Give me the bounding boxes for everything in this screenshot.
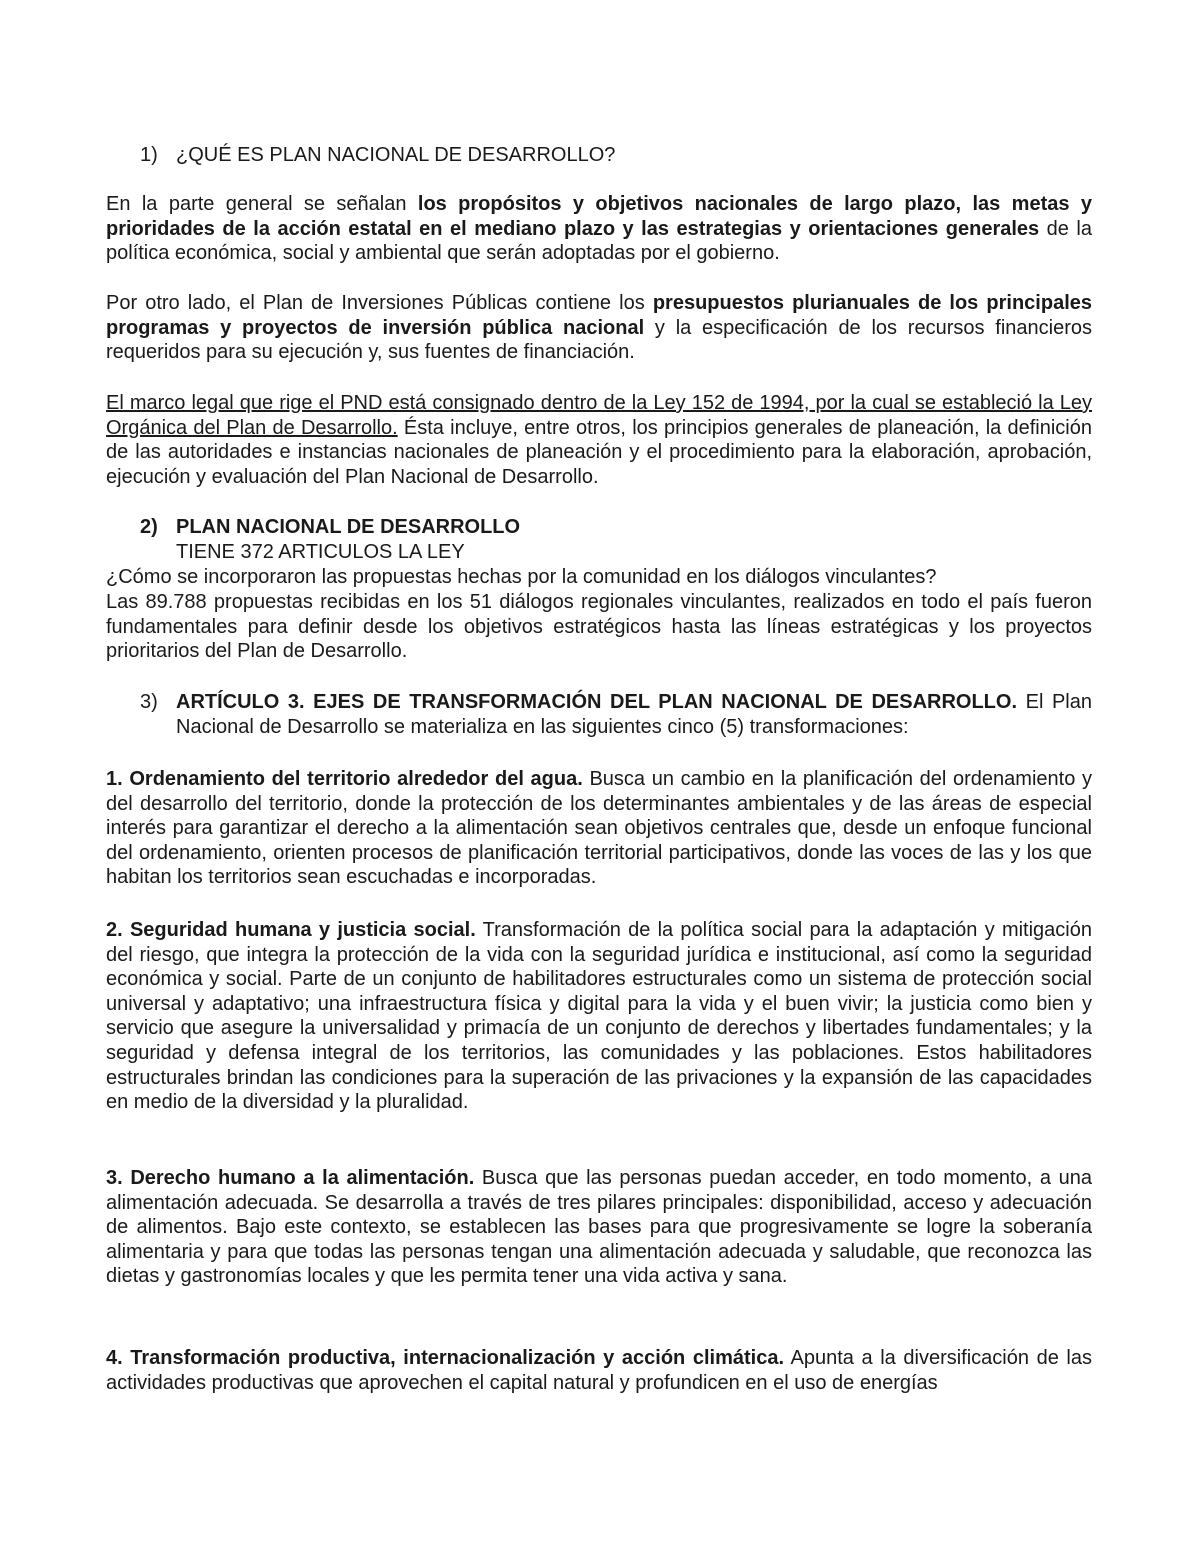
section-3-intro: ARTÍCULO 3. EJES DE TRANSFORMACIÓN DEL PLAN NACIONAL DE DESARROLLO. El Plan Nacional de Desarrollo se materializa en las siguientes cinco (5) transformaciones: — [176, 691, 1092, 738]
section-3-heading — [0, 690, 1200, 740]
paragraph-general-part: En la parte general se señalan los propósitos y objetivos nacionales de largo plazo, las metas y prioridades de la acción estatal en el mediano plazo y las estrategias y orientaciones generales de la política económica, social y ambiental que serán adoptadas por el gobierno. — [106, 193, 1093, 265]
section-1-title: ¿QUÉ ES PLAN NACIONAL DE DESARROLLO? — [176, 144, 616, 166]
list-item-title: 4. Transformación productiva, internacionalización y acción climática. — [106, 1347, 785, 1369]
underlined-phrase: El marco legal que rige el PND está consignado dentro de la Ley 152 de 1994, por la cual se estableció la Ley Orgánica del Plan de Desarrollo. — [106, 392, 1092, 439]
section-2-subheading: TIENE 372 ARTICULOS LA LEY — [176, 541, 465, 563]
paragraph-investment-plan: Por otro lado, el Plan de Inversiones Públicas contiene los presupuestos plurianuales de los principales programas y proyectos de inversión pública nacional y la especificación de los recursos financieros requeridos para su ejecución y, sus fuentes de financiación. — [106, 292, 1093, 364]
bold-phrase: los propósitos y objetivos nacionales de largo plazo, las metas y prioridades de la acción estatal en el mediano plazo y las estrategias y orientaciones generales — [106, 193, 1093, 240]
section-1-number: 1) — [140, 144, 158, 166]
section-2-answer: Las 89.788 propuestas recibidas en los 51 diálogos regionales vinculantes, realizados en todo el país fueron fundamentales para definir desde los objetivos estratégicos hasta las líneas estratégicas y los proyectos prioritarios del Plan de Desarrollo. — [106, 591, 1092, 663]
bold-phrase: presupuestos plurianuales de los principales programas y proyectos de inversión pública nacional — [106, 292, 1093, 339]
section-2-question: ¿Cómo se incorporaron las propuestas hechas por la comunidad en los diálogos vinculantes? — [106, 566, 937, 588]
list-item-2: 2. Seguridad humana y justicia social. Transformación de la política social para la adaptación y mitigación del riesgo, que integra la protección de la vida con la seguridad jurídica e institucional, así como la seguridad económica y social. Parte de un conjunto de habilitadores estructurales como un sistema de protección social universal y adaptativo; una infraestructura física y digital para la vida y el buen vivir; la justicia como bien y servicio que asegure la universalidad y primacía de un conjunto de derechos y libertades fundamentales; y la seguridad y defensa integral de los territorios, las comunidades y las poblaciones. Estos habilitadores estructurales brindan las condiciones para la superación de las privaciones y la expansión de las capacidades en medio de la diversidad y la pluralidad. — [106, 919, 1092, 1114]
paragraph-legal-framework: El marco legal que rige el PND está consignado dentro de la Ley 152 de 1994, por la cual se estableció la Ley Orgánica del Plan de Desarrollo. Ésta incluye, entre otros, los principios generales de planeación, la definición de las autoridades e instancias nacionales de planeación y el procedimiento para la elaboración, aprobación, ejecución y evaluación del Plan Nacional de Desarrollo. — [106, 392, 1092, 488]
section-2-number: 2) — [140, 516, 158, 538]
section-3-number: 3) — [140, 691, 158, 713]
section-2-title: PLAN NACIONAL DE DESARROLLO — [176, 516, 521, 538]
list-item-4: 4. Transformación productiva, internacionalización y acción climática. Apunta a la diversificación de las actividades productivas que aprovechen el capital natural y profundicen en el uso de energías — [106, 1347, 1092, 1394]
article-title: ARTÍCULO 3. EJES DE TRANSFORMACIÓN DEL PLAN NACIONAL DE DESARROLLO. — [176, 691, 1018, 713]
list-item-1: 1. Ordenamiento del territorio alrededor del agua. Busca un cambio en la planificación del ordenamiento y del desarrollo del territorio, donde la protección de los determinantes ambientales y de las áreas de especial interés para garantizar el derecho a la alimentación sean objetivos centrales que, desde un enfoque funcional del ordenamiento, orienten procesos de planificación territorial participativos, donde las voces de las y los que habitan los territorios sean escuchadas e incorporadas. — [106, 768, 1092, 889]
list-item-title: 1. Ordenamiento del territorio alrededor del agua. — [106, 768, 583, 790]
list-item-title: 2. Seguridad humana y justicia social. — [106, 919, 476, 941]
list-item-title: 3. Derecho humano a la alimentación. — [106, 1167, 475, 1189]
list-item-3: 3. Derecho humano a la alimentación. Busca que las personas puedan acceder, en todo momento, a una alimentación adecuada. Se desarrolla a través de tres pilares principales: disponibilidad, acceso y adecuación de alimentos. Bajo este contexto, se establecen las bases para que progresivamente se logre la soberanía alimentaria y para que todas las personas tengan una alimentación adecuada y saludable, que reconozca las dietas y gastronomías locales y que les permita tener una vida activa y sana. — [106, 1167, 1092, 1288]
